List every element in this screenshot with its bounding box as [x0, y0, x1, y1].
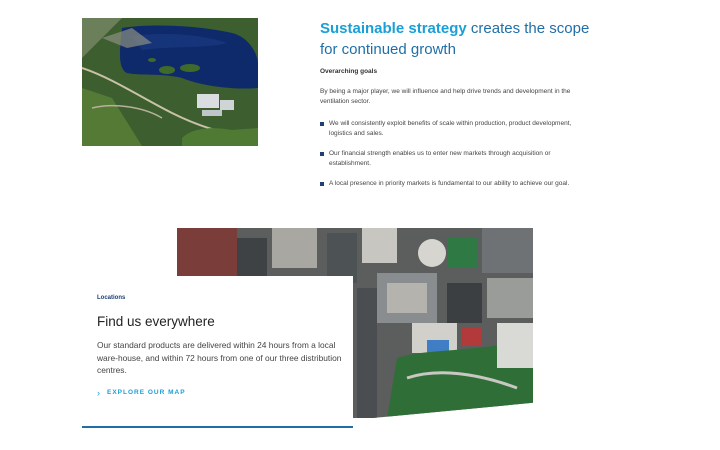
locations-eyebrow: Locations	[97, 295, 126, 301]
chevron-right-icon: ›	[97, 387, 101, 398]
locations-card	[82, 276, 353, 428]
strategy-heading: Sustainable strategy creates the scope for continued growth	[320, 20, 590, 58]
square-bullet-icon	[320, 122, 324, 126]
explore-map-link[interactable]	[97, 388, 186, 398]
list-item: A local presence in priority markets is fundamental to our ability to achieve our goal.	[320, 179, 588, 189]
strategy-intro: By being a major player, we will influence and help drive trends and development in the ventilation sector.	[320, 88, 571, 105]
list-item: We will consistently exploit benefits of scale within production, product development, logistics and sales.	[320, 119, 588, 139]
goals-list	[320, 119, 600, 189]
overarching-goals-subheading: Overarching goals	[320, 68, 378, 75]
locations-title: Find us everywhere	[97, 314, 215, 329]
card-divider	[82, 426, 353, 428]
list-item: Our financial strength enables us to enter new markets through acquisition or establishment.	[320, 149, 588, 169]
locations-body: Our standard products are delivered within 24 hours from a local ware-house, and within 72 hours from one of our three distribution centres.	[97, 340, 342, 376]
square-bullet-icon	[320, 182, 324, 186]
explore-map-label: EXPLORE OUR MAP	[107, 389, 186, 397]
strategy-section	[320, 18, 600, 199]
square-bullet-icon	[320, 152, 324, 156]
aerial-lake-photo	[82, 18, 258, 146]
